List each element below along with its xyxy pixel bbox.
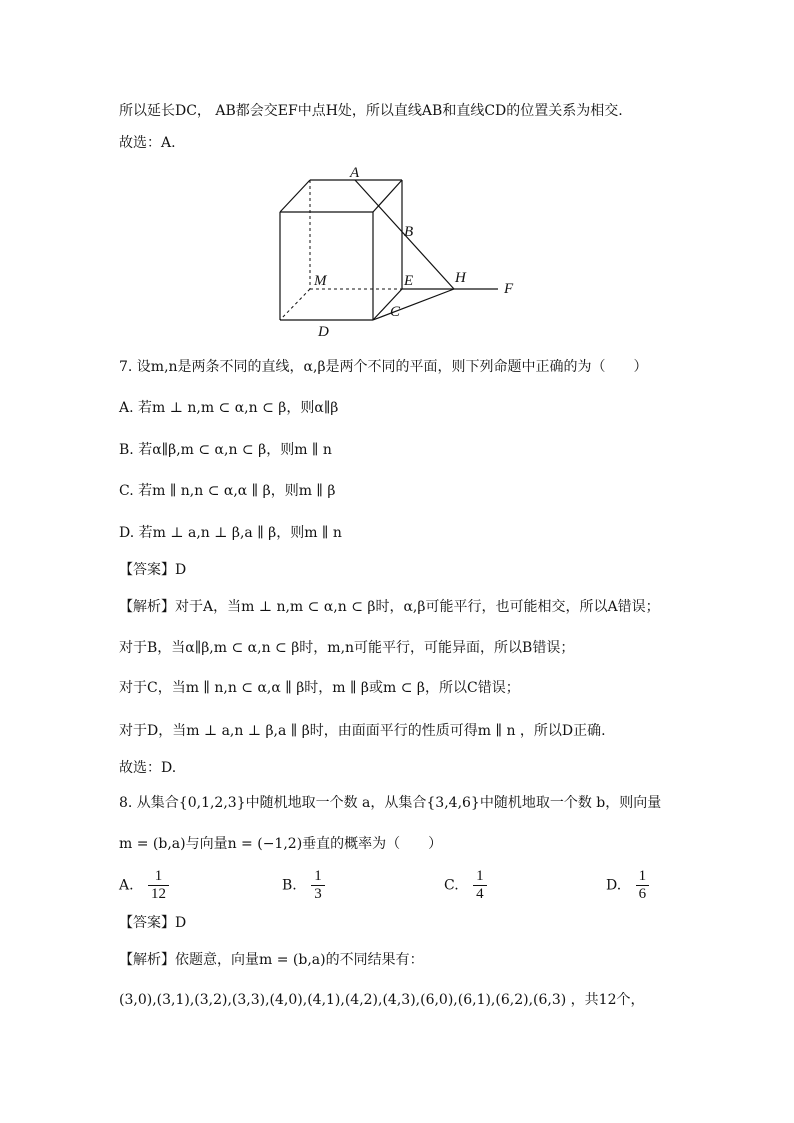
q8-option-b-label: B. [282,877,297,894]
q8-option-a-numerator: 1 [154,868,163,884]
q8-option-a [119,868,169,903]
q8-analysis-line2: (3,0),(3,1),(3,2),(3,3),(4,0),(4,1),(4,2),(4,3),(6,0),(6,1),(6,2),(6,3) ，共12个， [119,992,645,1008]
label-C: C [390,304,401,320]
q8-option-a-label: A. [119,877,134,894]
q8-option-a-fraction [148,868,169,903]
q8-option-d [606,868,649,903]
label-A: A [350,165,360,181]
q7-analysis-c: 对于C，当m ∥ n,n ⊂ α,α ∥ β时，m ∥ β或m ⊂ β，所以C错误； [119,680,520,696]
q8-option-a-denominator: 12 [148,885,169,903]
q8-option-b-numerator: 1 [314,868,322,884]
q8-option-b-denominator: 3 [311,885,325,903]
q7-conclusion: 故选：D. [119,760,177,776]
q8-option-c-denominator: 4 [473,885,487,903]
q7-option-b: B. 若α∥β,m ⊂ α,n ⊂ β，则m ∥ n [119,442,332,458]
label-F: F [504,281,514,297]
q8-option-d-denominator: 6 [636,885,650,903]
label-E: E [404,273,414,289]
label-B: B [404,224,414,240]
label-M: M [314,273,327,289]
q8-option-c-label: C. [444,877,459,894]
q8-option-b-fraction [311,868,325,903]
q8-option-c-fraction [473,868,487,903]
q8-option-d-label: D. [606,877,622,894]
q7-option-c: C. 若m ∥ n,n ⊂ α,α ∥ β，则m ∥ β [119,483,336,499]
prev-conclusion-text: 所以延长DC， AB都会交EF中点H处，所以直线AB和直线CD的位置关系为相交. [119,103,623,119]
cube-figure [0,165,794,340]
q8-analysis-line1: 【解析】依题意，向量m = (b,a)的不同结果有： [119,952,424,968]
q7-option-a: A. 若m ⊥ n,m ⊂ α,n ⊂ β，则α∥β [119,400,339,416]
q8-option-c [444,868,487,903]
q8-option-d-numerator: 1 [638,868,647,884]
q7-analysis-b: 对于B，当α∥β,m ⊂ α,n ⊂ β时，m,n可能平行，可能异面，所以B错误； [119,640,575,656]
q7-answer: 【答案】D [119,562,187,578]
q8-stem-line2: m = (b,a)与向量n = (−1,2)垂直的概率为（ ） [119,836,443,852]
q8-option-d-fraction [636,868,650,903]
q7-option-d: D. 若m ⊥ a,n ⊥ β,a ∥ β，则m ∥ n [119,525,342,541]
q7-analysis-a: 【解析】对于A，当m ⊥ n,m ⊂ α,n ⊂ β时，α,β可能平行，也可能相交，所以A错误； [119,599,660,615]
q7-analysis-d: 对于D，当m ⊥ a,n ⊥ β,a ∥ β时，由面面平行的性质可得m ∥ n ，所以D正确. [119,723,606,739]
q7-stem: 7. 设m,n是两条不同的直线，α,β是两个不同的平面，则下列命题中正确的为（ ） [119,359,648,375]
q8-option-b [282,868,325,903]
prev-choice-text: 故选：A. [119,135,176,151]
q8-option-c-numerator: 1 [476,868,484,884]
label-D: D [318,324,329,340]
q8-answer: 【答案】D [119,915,187,931]
label-H: H [455,270,466,286]
q8-stem-line1: 8. 从集合{0,1,2,3}中随机地取一个数 a，从集合{3,4,6}中随机地取一个数 b，则向量 [119,795,662,811]
